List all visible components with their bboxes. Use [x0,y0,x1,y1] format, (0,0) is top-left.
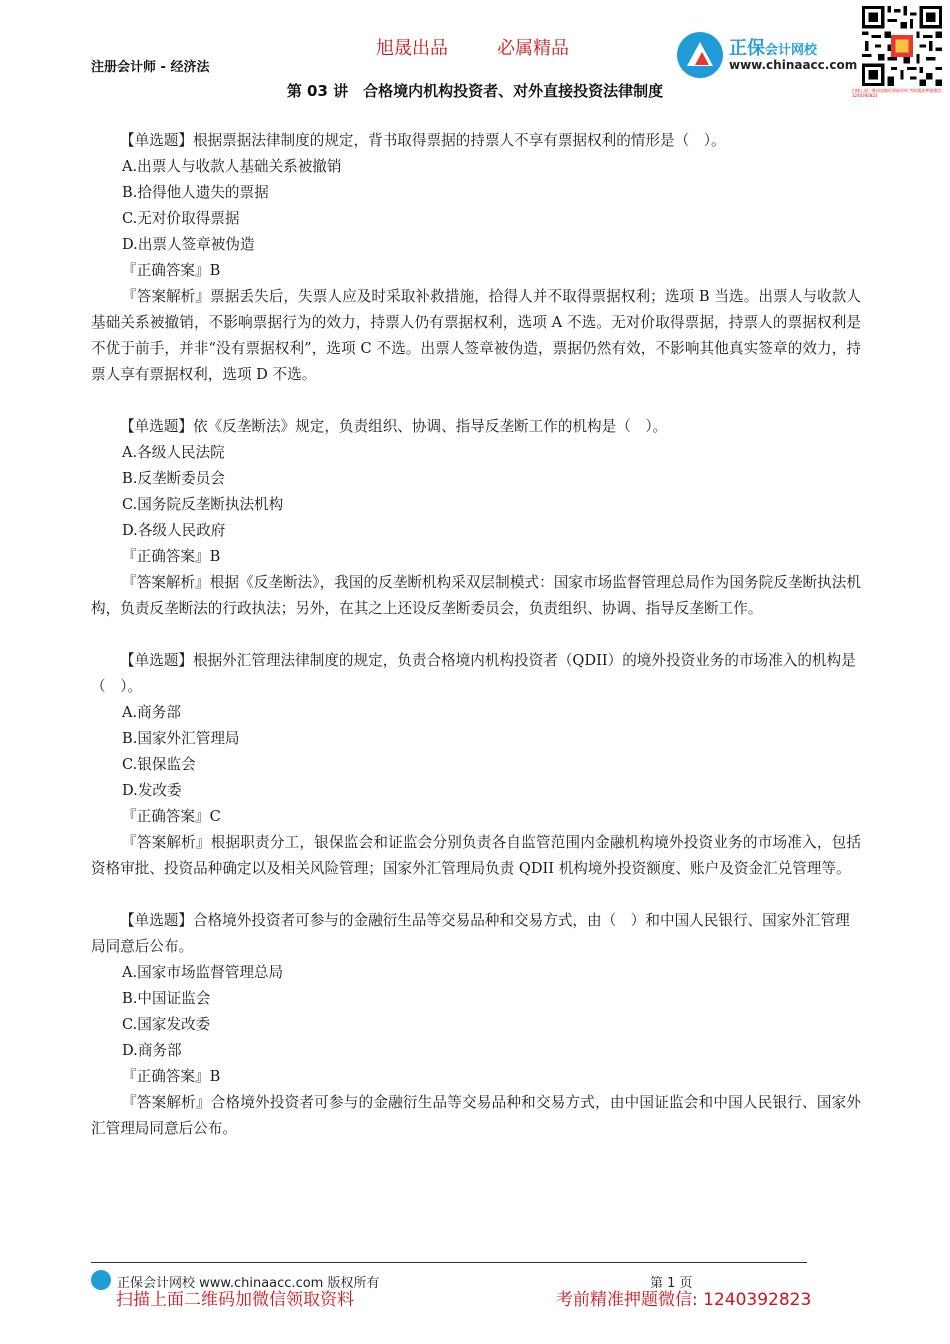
footer-logo-icon [91,1270,111,1290]
question-list [91,128,861,1142]
option-d: D.发改委 [122,782,182,799]
correct-answer: 『正确答案』C [122,808,221,825]
slogan-right: 必属精品 [497,38,569,59]
qr-code-icon [862,6,942,86]
answer-explanation: 『答案解析』根据职责分工，银保监会和证监会分别负责各自监管范围内金融机构境外投资业务的市场准入，包括资格审批、投资品种确定以及相关风险管理；国家外汇管理局负责 QDII 机构境外投资额度、账户及资金汇兑管理等。 [91,834,861,877]
option-c: C.无对价取得票据 [122,210,240,227]
footer-copyright: 正保会计网校 www.chinaacc.com 版权所有 [117,1276,380,1291]
option-a: A.商务部 [122,704,181,721]
option-d: D.商务部 [122,1042,182,1059]
option-d: D.各级人民政府 [122,522,226,539]
slogan-left: 旭晟出品 [376,38,448,59]
answer-explanation: 『答案解析』合格境外投资者可参与的金融衍生品等交易品种和交易方式，由中国证监会和中国人民银行、国家外汇管理局同意后公布。 [91,1094,861,1137]
promo-right: 考前精准押题微信: 1240392823 [556,1290,812,1310]
answer-explanation: 『答案解析』根据《反垄断法》，我国的反垄断机构采双层制模式：国家市场监督管理总局作为国务院反垄断执法机构，负责反垄断法的行政执法；另外，在其之上还设反垄断委员会，负责组织、协调、指导反垄断工作。 [91,574,861,617]
logo-emblem-icon [677,32,723,78]
question-stem: 【单选题】根据外汇管理法律制度的规定，负责合格境内机构投资者（QDII）的境外投资业务的市场准入的机构是（ ）。 [91,652,856,695]
option-a: A.各级人民法院 [122,444,225,461]
option-d: D.出票人签章被伪造 [122,236,255,253]
footer-divider [91,1262,807,1263]
question-block [91,128,861,388]
option-b: B.拾得他人遗失的票据 [122,184,269,201]
question-block [91,414,861,622]
question-stem: 【单选题】依《反垄断法》规定，负责组织、协调、指导反垄断工作的机构是（ ）。 [120,418,668,435]
correct-answer: 『正确答案』B [122,548,221,565]
correct-answer: 『正确答案』B [122,1068,221,1085]
qr-caption: 扫描上面二维码加微信领取资料 考前精准押题微信：1240392823 [852,88,946,98]
option-b: B.国家外汇管理局 [122,730,240,747]
promo-left: 扫描上面二维码加微信领取资料 [116,1290,354,1310]
question-stem: 【单选题】合格境外投资者可参与的金融衍生品等交易品种和交易方式，由（ ）和中国人民银行、国家外汇管理局同意后公布。 [91,912,850,955]
option-c: C.银保监会 [122,756,196,773]
option-b: B.反垄断委员会 [122,470,225,487]
question-block [91,648,861,882]
lecture-title: 第 03 讲 合格境内机构投资者、对外直接投资法律制度 [286,82,664,100]
question-block [91,908,861,1142]
option-c: C.国家发改委 [122,1016,211,1033]
question-stem: 【单选题】根据票据法律制度的规定，背书取得票据的持票人不享有票据权利的情形是（ ）。 [120,132,726,149]
correct-answer: 『正确答案』B [122,262,221,279]
logo-url: www.chinaacc.com [729,58,858,72]
logo-subname: 会计网校 [765,43,818,58]
answer-explanation: 『答案解析』票据丢失后，失票人应及时采取补救措施，拾得人并不取得票据权利；选项 B 当选。出票人与收款人基础关系被撤销，不影响票据行为的效力，持票人仍有票据权利，选项 A 不选。无对价取得票据，持票人的票据权利是不优于前手，并非“没有票据权利”，选项 C 不选。出票人签章被伪造，票据仍然有效，不影响其他真实签章的效力，持票人享有票据权利，选项 D 不选。 [91,288,861,383]
option-a: A.国家市场监督管理总局 [122,964,284,981]
logo-name: 正保 [729,38,765,59]
option-a: A.出票人与收款人基础关系被撤销 [122,158,342,175]
option-b: B.中国证监会 [122,990,211,1007]
course-label: 注册会计师 - 经济法 [91,60,210,75]
option-c: C.国务院反垄断执法机构 [122,496,284,513]
page-number: 第 1 页 [650,1276,693,1291]
brand-logo [677,30,857,82]
